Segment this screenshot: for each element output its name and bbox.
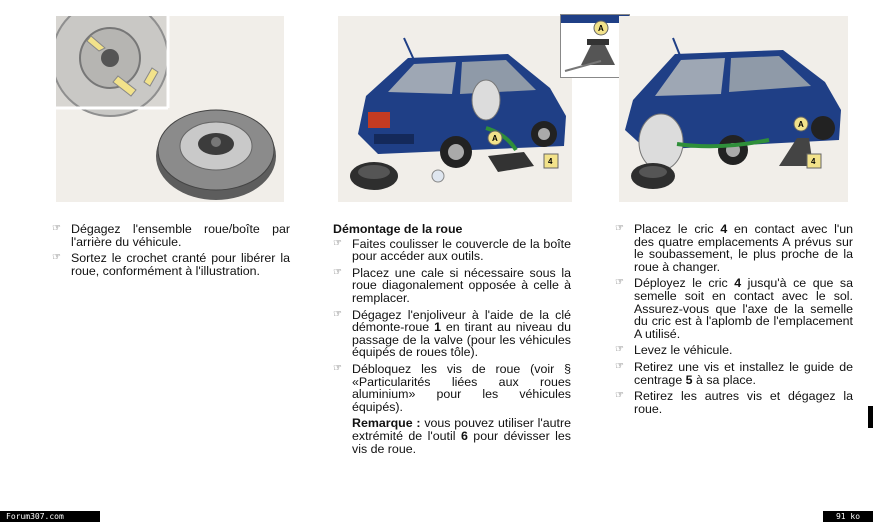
footer-watermark: Forum307.com xyxy=(0,511,100,522)
pointing-hand-icon: ☞ xyxy=(333,237,342,249)
item-text: Débloquez les vis de roue (voir § «Particularités liées aux roues aluminium» pour les véhicules équipés). xyxy=(352,361,571,414)
antenna xyxy=(404,38,414,60)
footer-file-size: 91 ko xyxy=(823,511,873,522)
pointing-hand-icon: ☞ xyxy=(333,266,342,278)
item-text: Sortez le crochet cranté pour libérer la roue, conformément à l'illustration. xyxy=(71,251,290,278)
text-part: à sa place. xyxy=(692,372,756,387)
lifting-illustration xyxy=(619,16,848,202)
list-item xyxy=(615,361,853,386)
list-item xyxy=(333,238,571,263)
text-part: Retirez une vis et installez le guide de centrage xyxy=(634,359,853,387)
middle-column xyxy=(333,223,571,455)
list-item xyxy=(615,223,853,273)
list-item xyxy=(615,344,853,357)
remark-note xyxy=(333,417,571,455)
item-text: Dégagez l'ensemble roue/boîte par l'arrière du véhicule. xyxy=(71,222,290,249)
text-part: vous pouvez utiliser l'autre extrémité de l'outil xyxy=(352,416,571,443)
list-item xyxy=(52,252,290,277)
pointing-hand-icon: ☞ xyxy=(615,344,624,356)
inset-screw xyxy=(101,49,119,67)
jack xyxy=(488,152,534,172)
tool-number: 1 xyxy=(434,320,441,335)
rear-rim xyxy=(448,144,464,160)
item-text xyxy=(634,277,853,340)
list-item xyxy=(333,363,571,413)
removed-tyre-center xyxy=(358,165,390,179)
list-item xyxy=(333,267,571,305)
item-text: Placez une cale si nécessaire sous la roue diagonalement opposée à celle à remplacer. xyxy=(352,265,571,305)
spare-wheel-illustration xyxy=(56,16,284,202)
text-part: en contact avec l'un des quatre emplacements A prévus sur le soubassement, le plus proche de la roue à changer. xyxy=(634,222,853,274)
item-text: Retirez les autres vis et dégagez la roue. xyxy=(634,389,853,416)
list-item xyxy=(52,223,290,248)
front-rim xyxy=(538,128,550,140)
pointing-hand-icon: ☞ xyxy=(615,390,624,402)
pointing-hand-icon: ☞ xyxy=(615,223,624,234)
text-part: en tirant au niveau du passage de la valve (pour les véhicules équipés de roues tôle). xyxy=(352,320,571,360)
pointing-hand-icon: ☞ xyxy=(52,252,61,264)
tool-number: 4 xyxy=(720,222,728,236)
text-part: jusqu'à ce que sa semelle soit en contact avec le sol. Assurez-vous que l'axe de la semelle du cric est à l'aplomb de l'emplacement A utilisé. xyxy=(634,276,853,341)
tool-number: 4 xyxy=(734,276,742,291)
pointing-hand-icon: ☞ xyxy=(615,360,624,372)
text-part: Déployez le cric xyxy=(634,276,735,291)
left-column xyxy=(52,223,290,281)
right-column xyxy=(615,223,853,419)
remark-label: Remarque : xyxy=(352,416,421,431)
lug-nuts xyxy=(432,170,444,182)
pointing-hand-icon: ☞ xyxy=(615,277,624,289)
text-part: Placez le cric xyxy=(634,222,721,236)
text-part: pour dévisser les vis de roue. xyxy=(352,428,571,456)
car-lifted-drawing xyxy=(619,16,848,202)
pointing-hand-icon: ☞ xyxy=(333,362,342,374)
removed-tyre-center xyxy=(639,166,667,178)
pointing-hand-icon: ☞ xyxy=(333,308,342,320)
item-text: Faites coulisser le couvercle de la boîte pour accéder aux outils. xyxy=(352,236,571,264)
jack-head xyxy=(587,39,609,45)
tail-light xyxy=(368,112,390,128)
label-a: A xyxy=(798,120,804,129)
list-item xyxy=(333,309,571,359)
tool-number: 5 xyxy=(685,372,693,387)
center-hook xyxy=(211,137,221,147)
tool-number: 6 xyxy=(460,428,468,443)
bumper xyxy=(374,134,414,144)
wheel-removal-illustration xyxy=(338,16,572,202)
item-text xyxy=(352,309,571,359)
spare-wheel-drawing xyxy=(56,16,284,202)
item-text xyxy=(634,223,853,273)
label-a: A xyxy=(598,24,604,33)
front-wheel xyxy=(811,116,835,140)
list-item xyxy=(615,390,853,415)
section-heading: Démontage de la roue xyxy=(333,222,463,236)
label-4: 4 xyxy=(811,157,816,166)
tyre-removed-area xyxy=(639,114,683,170)
page-edge-tab xyxy=(868,406,873,428)
label-4: 4 xyxy=(548,157,553,166)
list-item xyxy=(615,277,853,340)
pointing-hand-icon: ☞ xyxy=(52,223,61,234)
label-a: A xyxy=(492,134,498,143)
car-rear-drawing xyxy=(338,16,572,202)
item-text xyxy=(634,361,853,386)
spare-on-back xyxy=(472,80,500,120)
text-part: Dégagez l'enjoliveur à l'aide de la clé démonte-roue xyxy=(352,307,571,335)
item-text: Levez le véhicule. xyxy=(634,343,733,358)
